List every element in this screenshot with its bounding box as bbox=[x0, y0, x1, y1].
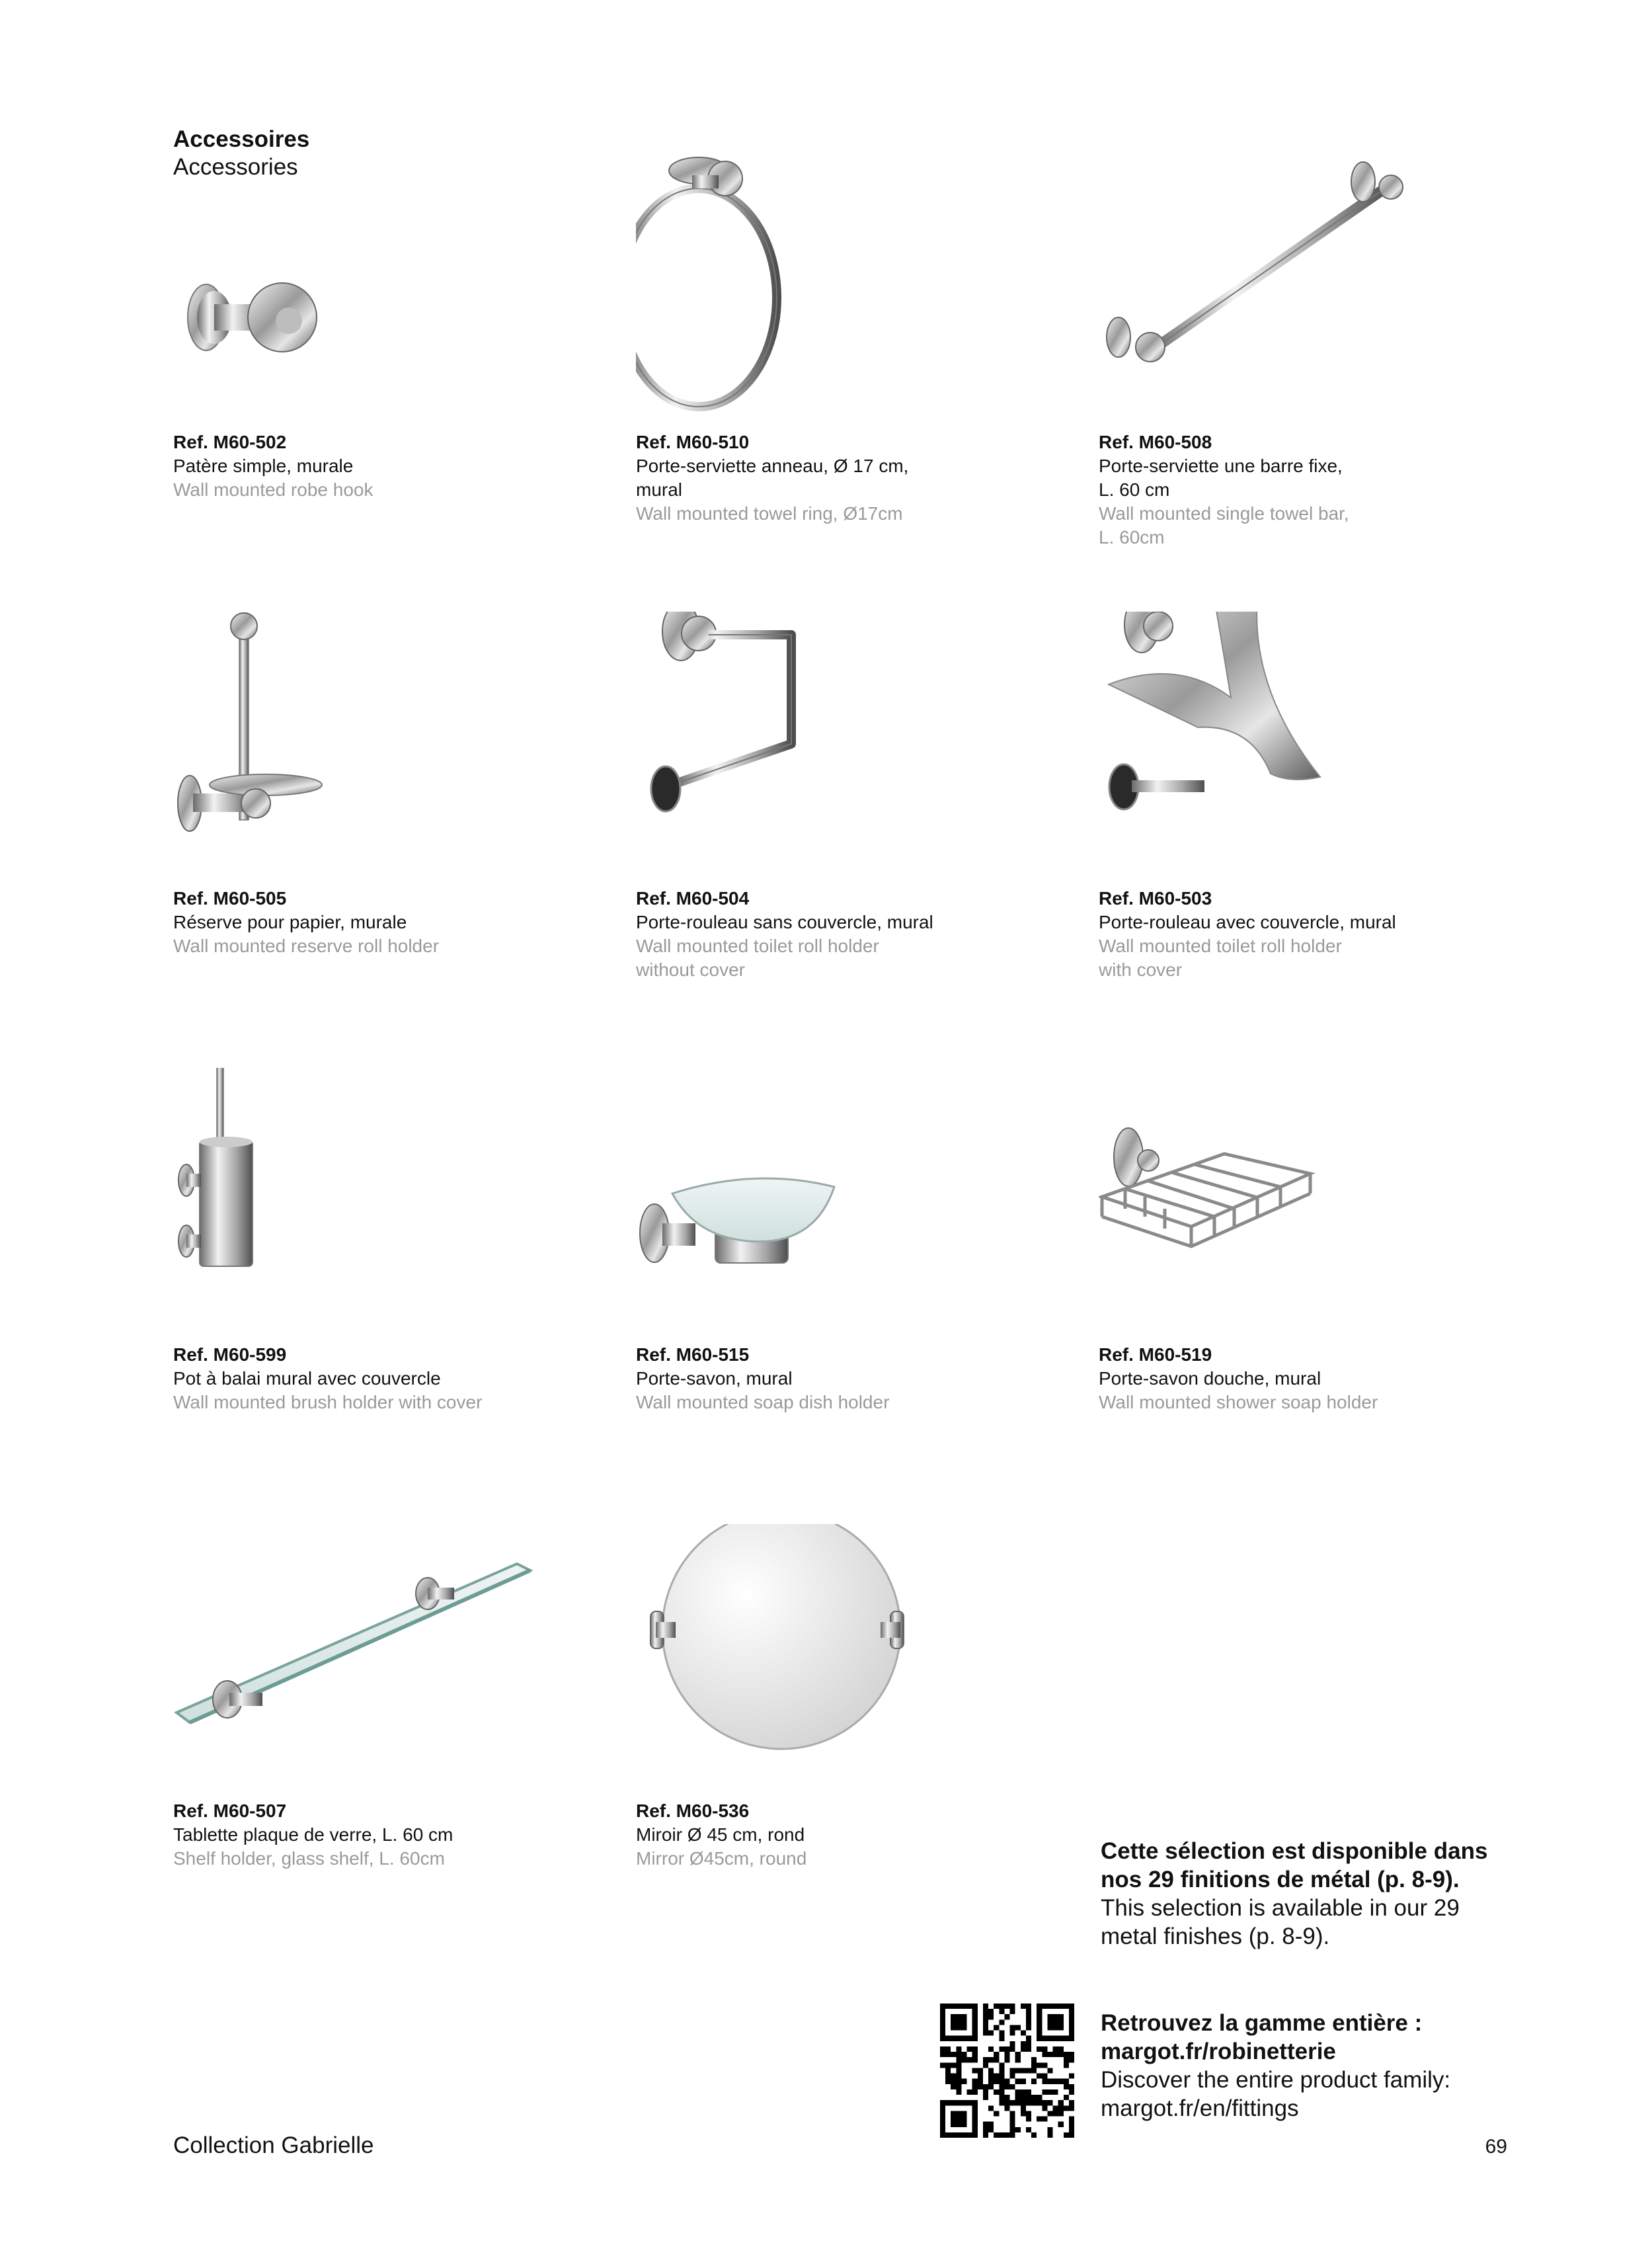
product-name-en: Wall mounted shower soap holder bbox=[1099, 1392, 1378, 1412]
product-ref: Ref. M60-508 bbox=[1099, 432, 1212, 452]
section-title-en: Accessories bbox=[173, 154, 298, 180]
toilet-roll-holder-icon bbox=[636, 612, 1006, 876]
reserve-roll-holder-icon bbox=[173, 612, 543, 876]
product-card bbox=[173, 155, 596, 502]
shower-soap-basket-icon bbox=[1099, 1068, 1469, 1332]
product-family-url-en[interactable]: margot.fr/en/fittings bbox=[1101, 2095, 1299, 2121]
product-name-en: Wall mounted single towel bar, bbox=[1099, 503, 1349, 524]
product-family-fr: Retrouvez la gamme entière : bbox=[1101, 2010, 1423, 2036]
product-name-fr: mural bbox=[636, 479, 683, 500]
product-family-url-fr[interactable]: margot.fr/robinetterie bbox=[1101, 2039, 1336, 2064]
product-family-link bbox=[1101, 2009, 1524, 2123]
product-card bbox=[636, 1068, 1059, 1414]
product-name-en: Wall mounted reserve roll holder bbox=[173, 936, 440, 956]
collection-name: Collection Gabrielle bbox=[173, 2132, 374, 2158]
product-name-en: Wall mounted toilet roll holder bbox=[636, 936, 879, 956]
soap-dish-icon bbox=[636, 1068, 1006, 1332]
toilet-roll-holder-cover-icon bbox=[1099, 612, 1469, 876]
product-name-fr: Porte-serviette une barre fixe, bbox=[1099, 456, 1343, 476]
product-name-en: Shelf holder, glass shelf, L. 60cm bbox=[173, 1848, 445, 1869]
finishes-note-fr: nos 29 finitions de métal (p. 8-9). bbox=[1101, 1867, 1460, 1892]
product-name-en: L. 60cm bbox=[1099, 527, 1165, 547]
product-card bbox=[636, 612, 1059, 982]
product-name-en: Wall mounted robe hook bbox=[173, 479, 374, 500]
product-name-fr: L. 60 cm bbox=[1099, 479, 1170, 500]
qr-code[interactable] bbox=[940, 2004, 1074, 2138]
product-name-fr: Réserve pour papier, murale bbox=[173, 912, 407, 932]
product-name-en: with cover bbox=[1099, 959, 1183, 980]
glass-shelf-icon bbox=[173, 1524, 543, 1789]
product-name-fr: Pot à balai mural avec couvercle bbox=[173, 1368, 441, 1389]
product-name-fr: Porte-savon, mural bbox=[636, 1368, 793, 1389]
product-card bbox=[1099, 612, 1522, 982]
product-name-en: Wall mounted soap dish holder bbox=[636, 1392, 890, 1412]
product-name-en: without cover bbox=[636, 959, 745, 980]
product-card bbox=[1099, 155, 1522, 549]
product-ref: Ref. M60-507 bbox=[173, 1801, 287, 1821]
product-name-fr: Porte-rouleau sans couvercle, mural bbox=[636, 912, 933, 932]
product-card bbox=[173, 1524, 596, 1871]
page-number: 69 bbox=[1485, 2136, 1507, 2158]
product-ref: Ref. M60-504 bbox=[636, 888, 750, 909]
product-name-fr: Porte-rouleau avec couvercle, mural bbox=[1099, 912, 1396, 932]
product-card bbox=[173, 612, 596, 958]
product-card bbox=[636, 1524, 1059, 1871]
product-ref: Ref. M60-503 bbox=[1099, 888, 1212, 909]
round-mirror-icon bbox=[636, 1524, 1006, 1789]
product-ref: Ref. M60-599 bbox=[173, 1344, 287, 1365]
product-name-en: Wall mounted toilet roll holder bbox=[1099, 936, 1342, 956]
product-card bbox=[636, 155, 1059, 526]
product-ref: Ref. M60-515 bbox=[636, 1344, 750, 1365]
section-title-fr: Accessoires bbox=[173, 126, 310, 152]
product-ref: Ref. M60-510 bbox=[636, 432, 750, 452]
product-name-fr: Porte-savon douche, mural bbox=[1099, 1368, 1321, 1389]
product-ref: Ref. M60-536 bbox=[636, 1801, 750, 1821]
product-ref: Ref. M60-502 bbox=[173, 432, 287, 452]
finishes-note-en: metal finishes (p. 8-9). bbox=[1101, 1924, 1330, 1949]
product-name-en: Mirror Ø45cm, round bbox=[636, 1848, 807, 1869]
robe-hook-icon bbox=[173, 155, 543, 420]
product-ref: Ref. M60-505 bbox=[173, 888, 287, 909]
product-name-fr: Miroir Ø 45 cm, rond bbox=[636, 1824, 805, 1845]
finishes-note-fr: Cette sélection est disponible dans bbox=[1101, 1838, 1488, 1864]
product-family-en: Discover the entire product family: bbox=[1101, 2067, 1451, 2093]
product-ref: Ref. M60-519 bbox=[1099, 1344, 1212, 1365]
towel-bar-icon bbox=[1099, 155, 1469, 420]
product-name-fr: Tablette plaque de verre, L. 60 cm bbox=[173, 1824, 453, 1845]
brush-holder-icon bbox=[173, 1068, 543, 1332]
product-name-fr: Patère simple, murale bbox=[173, 456, 354, 476]
product-card bbox=[1099, 1068, 1522, 1414]
towel-ring-icon bbox=[636, 155, 1006, 420]
finishes-note bbox=[1101, 1837, 1524, 1951]
finishes-note-en: This selection is available in our 29 bbox=[1101, 1895, 1460, 1921]
product-name-en: Wall mounted towel ring, Ø17cm bbox=[636, 503, 903, 524]
product-name-fr: Porte-serviette anneau, Ø 17 cm, bbox=[636, 456, 909, 476]
product-name-en: Wall mounted brush holder with cover bbox=[173, 1392, 483, 1412]
product-card bbox=[173, 1068, 596, 1414]
